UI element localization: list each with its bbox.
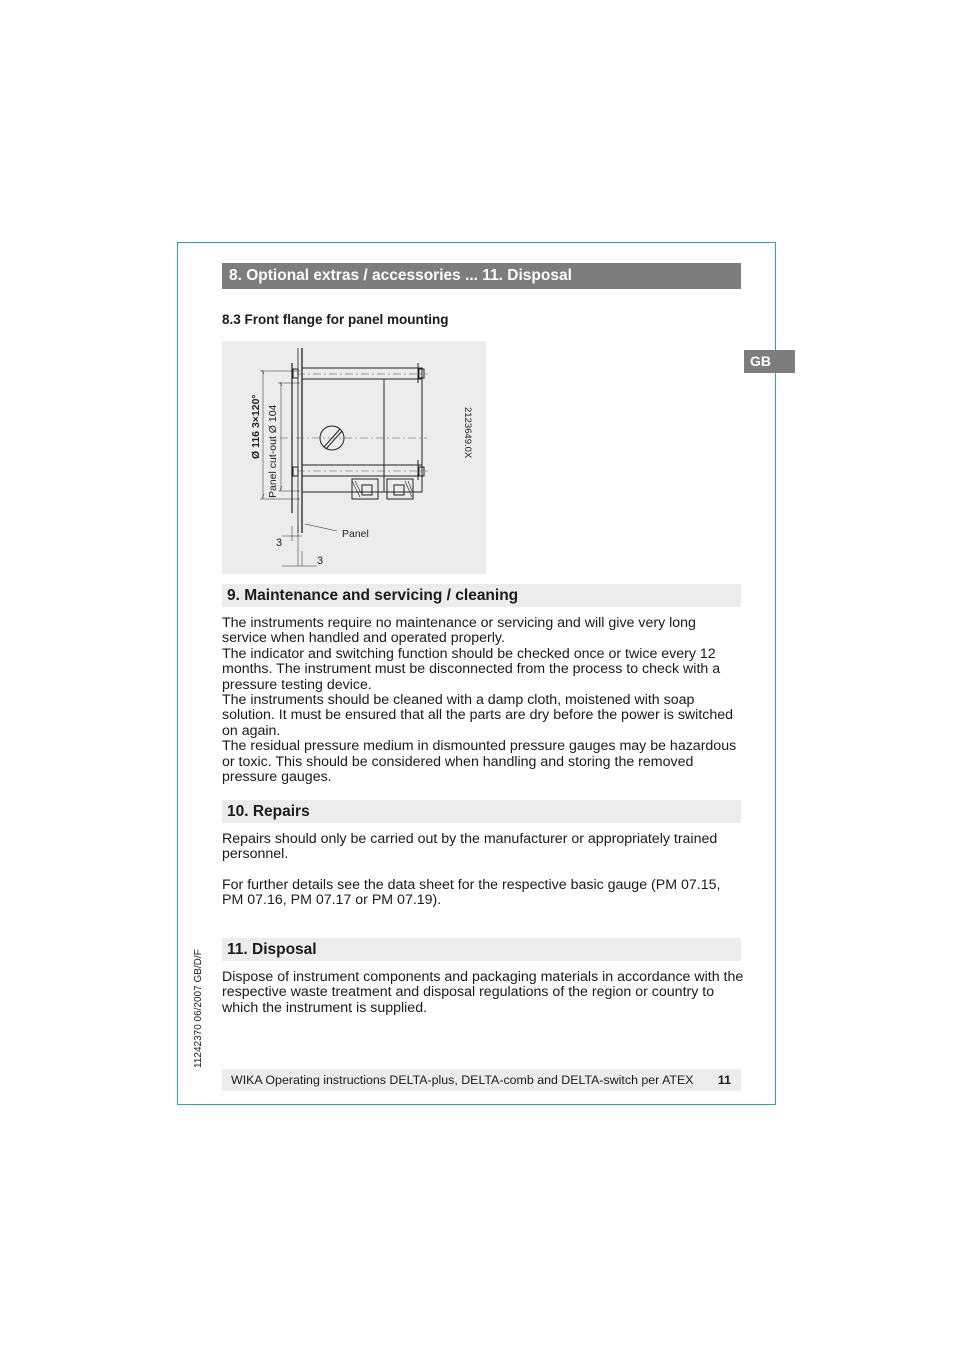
drawing-dimension-label: Ø 116 3×120° [250,394,262,459]
section-10-paragraph: For further details see the data sheet for the respective basic gauge (PM 07.15, PM 07.16, PM 07.17 or PM 07.19). [222,876,721,909]
page-footer [222,1069,741,1091]
drawing-cutout-label: Panel cut-out Ø 104 [267,404,279,498]
section-8-3-title: 8.3 Front flange for panel mounting [222,312,449,327]
section-10-paragraph: Repairs should only be carried out by the manufacturer or appropriately trained personnel. [222,831,718,863]
section-9-paragraph: The instruments should be cleaned with a damp cloth, moistened with soap solution. It must be ensured that all the parts are dry before the power is switched on again. [222,692,734,739]
section-9-body [222,616,744,785]
section-9-paragraph: The indicator and switching function should be checked once or twice every 12 months. The instrument must be disconnected from the process to check with a pressure testing device. [222,645,721,693]
section-9-paragraph: The residual pressure medium in dismounted pressure gauges may be hazardous or toxic. This should be considered when handling and storing the removed pressure gauges. [222,738,737,786]
page-header-title: 8. Optional extras / accessories ... 11. Disposal [222,263,741,289]
section-9-title: 9. Maintenance and servicing / cleaning [222,584,741,607]
drawing-panel-label: Panel [342,528,369,540]
page-number: 11 [717,1073,731,1087]
section-9-paragraph: The instruments require no maintenance or servicing and will give very long service when handled and operated properly. [222,615,696,647]
footer-text: WIKA Operating instructions DELTA-plus, DELTA-comb and DELTA-switch per ATEX [231,1073,694,1087]
document-code: 11242370 06/2007 GB/D/F [193,949,204,1068]
section-11-title: 11. Disposal [222,938,741,961]
drawing-number-label: 2123649.0X [462,407,473,459]
front-flange-drawing [222,341,486,574]
drawing-dim-3-bottom: 3 [317,555,324,567]
section-11-paragraph: Dispose of instrument components and packaging materials in accordance with the respective waste treatment and disposal regulations of the region or country to which the instrument is supplied. [222,969,744,1016]
language-tab[interactable]: GB [744,350,795,373]
drawing-dim-3-top: 3 [276,537,283,549]
section-10-body [222,832,744,909]
section-11-body [222,970,744,1016]
section-10-title: 10. Repairs [222,800,741,823]
